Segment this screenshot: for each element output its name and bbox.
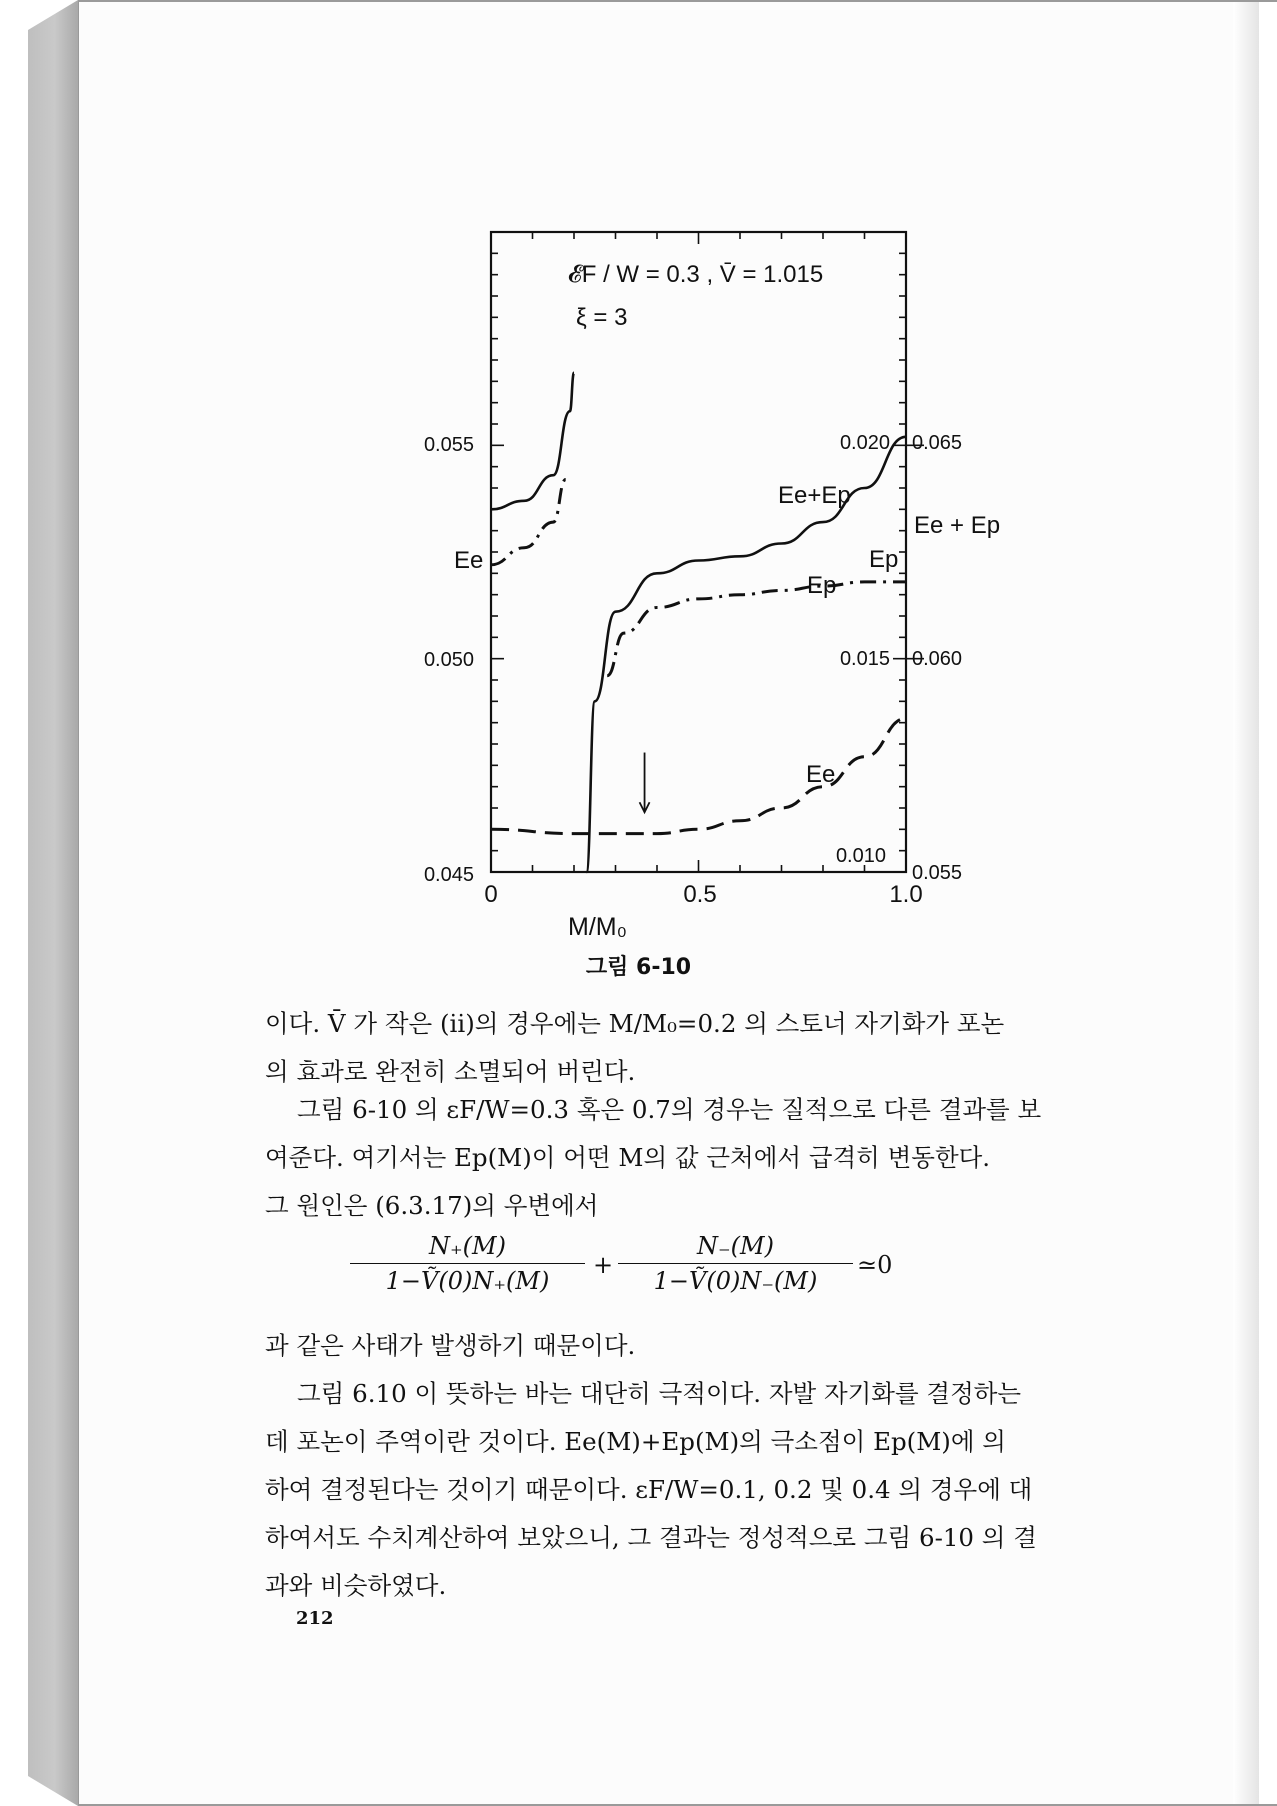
text-line: 그림 6.10 이 뜻하는 바는 대단히 극적이다. 자발 자기화를 결정하는 <box>297 1379 1022 1408</box>
series-ep-left-branch <box>491 480 566 565</box>
inner-right-tick-label: 0.020 <box>839 432 890 454</box>
numerator: N₋(M) <box>618 1232 853 1264</box>
x-tick-label: 0.5 <box>683 881 717 908</box>
x-tick-label: 0 <box>484 881 498 908</box>
outer-right-tick-label: 0.060 <box>912 648 963 670</box>
outer-right-tick-label: 0.065 <box>912 432 963 454</box>
text-line: 그 원인은 (6.3.17)의 우변에서 <box>265 1191 599 1220</box>
x-axis-label: M/M₀ <box>568 913 627 941</box>
paragraph-1 <box>265 1000 1150 1096</box>
paragraph-2 <box>265 1086 1150 1230</box>
text-line: 그림 6-10 의 εF/W=0.3 혹은 0.7의 경우는 질적으로 다른 결과를 보 <box>297 1095 1042 1124</box>
series-label-ee-left: Ee <box>454 547 484 574</box>
paragraph-3 <box>265 1322 1150 1370</box>
chart-ticks <box>491 232 924 872</box>
fraction-plus <box>350 1232 585 1295</box>
text-line: 과와 비슷하였다. <box>265 1571 447 1600</box>
page-number: 212 <box>296 1608 334 1629</box>
figure-caption: 그림 6-10 <box>585 955 692 980</box>
chart-frame <box>491 232 906 872</box>
numerator: N₊(M) <box>350 1232 585 1264</box>
series-ee <box>491 718 906 833</box>
text-line: 이다. V̄ 가 작은 (ii)의 경우에는 M/M₀=0.2 의 스토너 자기화가 포논 <box>265 1009 1005 1038</box>
denominator: 1−Ṽ(0)N₊(M) <box>385 1267 550 1295</box>
text-line: 하여 결정된다는 것이기 때문이다. εF/W=0.1, 0.2 및 0.4 의 경우에 대 <box>265 1475 1033 1504</box>
outer-right-tick-label: 0.055 <box>912 862 963 884</box>
paragraph-4 <box>265 1370 1150 1610</box>
fraction-minus <box>618 1232 853 1295</box>
inner-right-tick-label: 0.015 <box>839 648 890 670</box>
series-label-ep-outside: Ep <box>869 546 899 573</box>
text-line: 하여서도 수치계산하여 보았으니, 그 결과는 정성적으로 그림 6-10 의 결 <box>265 1523 1037 1552</box>
inner-right-tick-label: 0.010 <box>835 845 886 867</box>
denominator: 1−Ṽ(0)N₋(M) <box>653 1267 818 1295</box>
text-line: 데 포논이 주역이란 것이다. Ee(M)+Ep(M)의 극소점이 Ep(M)에 의 <box>265 1427 1006 1456</box>
params-line-2: ξ = 3 <box>576 304 628 331</box>
text-line: 의 효과로 완전히 소멸되어 버린다. <box>265 1057 636 1086</box>
series-label-ep-inside: Ep <box>807 572 837 599</box>
series-label-total-outside: Ee + Ep <box>914 512 1001 539</box>
series-label-total-inside: Ee+Ep <box>778 482 851 509</box>
x-tick-label: 1.0 <box>889 881 923 908</box>
text-line: 여준다. 여기서는 Ep(M)이 어떤 M의 값 근처에서 급격히 변동한다. <box>265 1143 991 1172</box>
left-tick-label: 0.050 <box>423 649 474 671</box>
left-tick-label: 0.045 <box>423 864 474 886</box>
approx-zero: ≃0 <box>857 1251 893 1279</box>
text-line: 과 같은 사태가 발생하기 때문이다. <box>265 1331 636 1360</box>
series-label-ee-inside: Ee <box>806 761 836 788</box>
plot-frame <box>491 232 906 872</box>
params-line-1: 𝓔F / W = 0.3 , V̄ = 1.015 <box>568 261 824 288</box>
plus-operator: + <box>593 1251 614 1279</box>
left-tick-label: 0.055 <box>423 434 474 456</box>
